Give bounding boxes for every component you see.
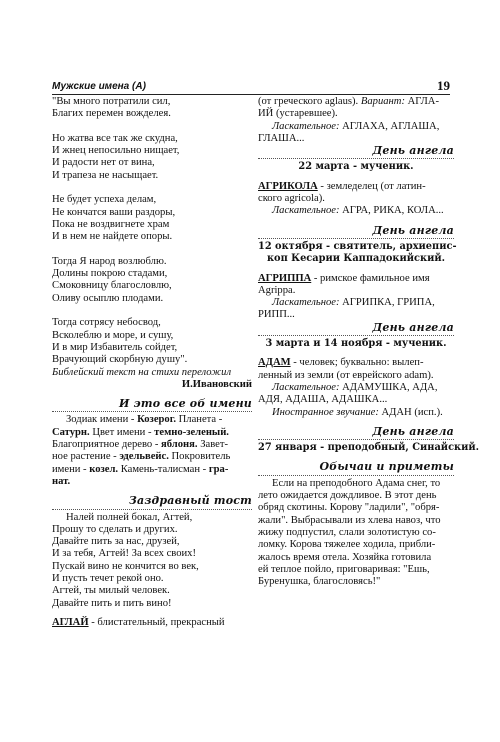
poem-line: И радости нет от вина,: [52, 157, 155, 169]
poem-stanza: [52, 96, 252, 121]
entry-adam: АДАМ - человек; буквально: вылеп-: [258, 357, 424, 369]
poem-line: "Вы много потратили сил,: [52, 96, 171, 107]
section-heading-about-name: И это все об имени: [52, 398, 252, 412]
poem-stanza: [52, 133, 252, 182]
section-heading-toast: Заздравный тост: [52, 495, 252, 509]
angel-day-text: 27 января - преподобный, Синайский.: [258, 442, 480, 454]
paragraph-line: жали". Выбрасывали из хлева навоз, что: [258, 514, 441, 526]
paragraph-line: Если на преподобного Адама снег, то: [272, 477, 441, 489]
poem-line: Благих перемен вожделея.: [52, 108, 171, 120]
poem-line: И трапеза не насыщает.: [52, 169, 159, 181]
entry-text: ГЛАША...: [258, 132, 305, 144]
paragraph-line: жалось время отела. Хозяйка готовила: [258, 551, 432, 563]
poem-line: Прошу то сделать и других.: [52, 523, 178, 535]
about-name-paragraph: Зодиак имени - Козерог. Планета - Сатурн. Цвет имени - темно-зеленый. Благоприятное дерево - яблоня. Завет- ное растение - эдельвейс. Покровитель имени - козел. Камень-талисман - гра- нат.: [52, 414, 231, 487]
poem-line: Пока не воздвигнете храм: [52, 218, 170, 230]
entry-agrippa: АГРИППА - римское фамильное имя: [258, 272, 430, 284]
poem-line: Врачующий скорбную душу".: [52, 354, 188, 366]
poem-line: Налей полней бокал, Агтей,: [66, 511, 193, 523]
angel-day-text: коп Кесарии Каппадокийский.: [266, 253, 446, 265]
poem-stanza: [52, 256, 252, 305]
poem-line: И в нем не найдете опоры.: [52, 231, 173, 243]
entry-text: АДЯ, АДАША, АДАШКА...: [258, 394, 388, 406]
angel-day-heading: День ангела: [258, 225, 454, 239]
poem-line: Пускай вино не кончится во век,: [52, 560, 199, 572]
poem-line: И за тебя, Агтей! За всех своих!: [52, 548, 196, 560]
angel-day-text: 3 марта и 14 ноября - мученик.: [265, 338, 447, 350]
paragraph-line: жижу подпустил, слали золотистую со-: [258, 526, 436, 538]
poem-line: Но жатва все так же скудна,: [52, 132, 178, 144]
entry-aglai-cont: (от греческого aglaus). Вариант: АГЛА-: [258, 96, 439, 107]
poem-stanza: [52, 317, 252, 366]
angel-day-text: 22 марта - мученик.: [298, 161, 414, 173]
poem-line: И пусть течет рекой оно.: [52, 572, 164, 584]
poem-line: Тогда сотрясу небосвод,: [52, 317, 161, 329]
angel-day-heading: День ангела: [258, 145, 454, 159]
entry-text: Agrippa.: [258, 284, 296, 296]
attribution-author: И.Ивановский: [181, 378, 252, 390]
poem-line: Долины покрою стадами,: [52, 268, 168, 280]
paragraph-line: обряд скотины. Корову "ладили", "обря-: [258, 502, 440, 514]
running-title: Мужские имена (А): [52, 81, 146, 92]
poem-stanza: [52, 194, 252, 243]
poem-line: Оливу осыплю плодами.: [52, 292, 164, 304]
entry-text: ского agricola).: [258, 193, 325, 205]
toast-poem: [52, 512, 252, 610]
poem-line: И в мир Избавитель сойдет,: [52, 341, 178, 353]
entry-agrikola: АГРИКОЛА - земледелец (от латин-: [258, 180, 426, 192]
left-column: [52, 96, 252, 629]
page-number: 19: [437, 78, 450, 93]
poem-line: Не кончатся ваши раздоры,: [52, 206, 176, 218]
entry-text: ИЙ (устаревшее).: [258, 108, 338, 120]
poem-line: Давайте пить и пить вино!: [52, 597, 172, 609]
paragraph-line: лето ожидается дождливое. В этот день: [258, 490, 437, 502]
poem-line: Тогда Я народ возлюблю.: [52, 255, 167, 267]
customs-paragraph: [258, 478, 454, 589]
entry-aglai: АГЛАЙ - блистательный, прекрасный: [52, 616, 225, 628]
poem-line: Давайте пить за нас, друзей,: [52, 536, 180, 548]
poem-line: Агтей, ты милый человек.: [52, 585, 170, 597]
entry-text: РИПП...: [258, 309, 295, 321]
angel-day-text: 12 октября - святитель, архиепис-: [258, 240, 457, 252]
entry-text: ленный из земли (от еврейского adam).: [258, 369, 434, 381]
paragraph-line: ломку. Корова тяжелее ходила, прибли-: [258, 539, 436, 551]
angel-day-heading: День ангела: [258, 322, 454, 336]
section-heading-customs: Обычаи и приметы: [258, 461, 454, 475]
poem-line: И жнец непосильно нищает,: [52, 145, 180, 157]
poem-line: Не будет успеха делам,: [52, 194, 157, 206]
right-column: (от греческого aglaus). Вариант: АГЛА- ИЙ (устаревшее). Ласкательное: АГЛАХА, АГЛАША, ГЛАША... День ангела 22 марта - мученик. АГРИКОЛА - земледелец (от латин- ского agricola). Ласкательное: АГРА, РИКА, КОЛА... День ангела 12 октября - святитель, архиепис- коп Кесарии Каппадокийский. АГРИППА - римское фамильное имя Agrippa. Ласкательное: АГРИПКА, ГРИПА, РИПП... День ангела 3 марта и 14 ноября - мученик. АДАМ - человек; буквально: вылеп- ленный из земли (от еврейского adam). Ласкательное: АДАМУШКА, АДА, АДЯ, АДАША, АДАШКА... Иностранное звучание: АДАН (исп.). День ангела 27 января - преподобный, Синайский. Обычаи и приметы Если на преподобного Адама снег, то лето ожидается дождливое. В этот день обряд скотины. Корову "ладили", "обря- жали". Выбрасывали из хлева навоз, что жижу подпустил, слали золотистую со- ломку. Корова тяжелее ходила, прибли- жалось время отела. Хозяйка готовила ей теплое пойло, приговаривая: "Ешь, Буренушка, благословясь!": [258, 96, 480, 588]
paragraph-line: Буренушка, благословясь!": [258, 576, 381, 588]
attribution-text: Библейский текст на стихи переложил: [52, 366, 232, 378]
angel-day-heading: День ангела: [258, 426, 454, 440]
page-header: [52, 74, 450, 95]
poem-line: Смоковницу благословлю,: [52, 280, 172, 292]
paragraph-line: ей теплое пойло, приговаривая: "Ешь,: [258, 563, 430, 575]
poem-line: Всколеблю и море, и сушу,: [52, 329, 174, 341]
